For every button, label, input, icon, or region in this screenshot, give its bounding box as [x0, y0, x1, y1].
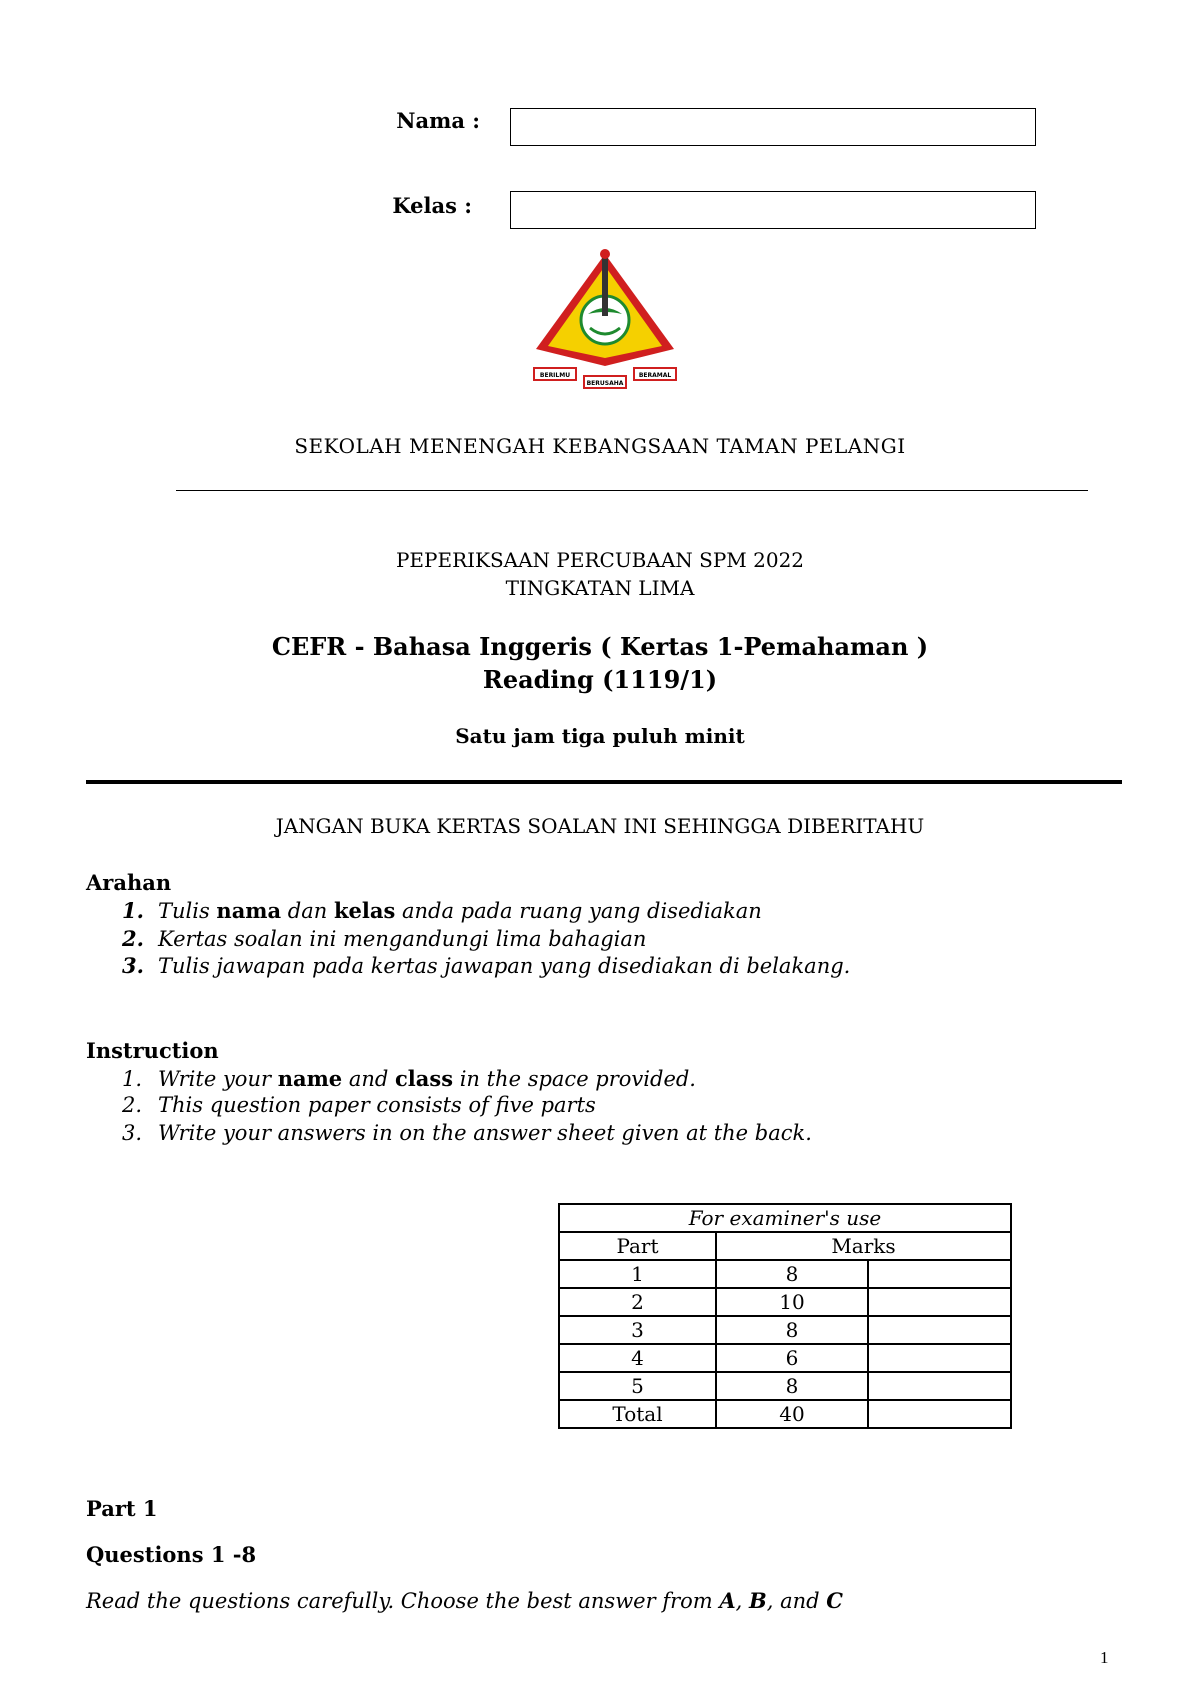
subject-title: CEFR - Bahasa Inggeris ( Kertas 1-Pemahaman ) [271, 632, 929, 661]
score-cell[interactable] [868, 1344, 1011, 1372]
paper-title: Reading (1119/1) [482, 665, 718, 694]
marks-cell: 10 [716, 1288, 868, 1316]
score-cell[interactable] [868, 1316, 1011, 1344]
name-field[interactable] [510, 108, 1036, 146]
exam-title: PEPERIKSAAN PERCUBAAN SPM 2022 [395, 548, 805, 572]
score-cell[interactable] [868, 1260, 1011, 1288]
svg-text:BERUSAHA: BERUSAHA [586, 380, 624, 387]
class-field[interactable] [510, 191, 1036, 229]
examiner-table [558, 1203, 1012, 1429]
table-row [559, 1288, 1011, 1316]
marks-cell: 6 [716, 1344, 868, 1372]
part-cell: 5 [559, 1372, 716, 1400]
instruction-item: 2. This question paper consists of five parts [122, 1093, 596, 1117]
duration: Satu jam tiga puluh minit [455, 724, 745, 748]
instruction-item: 1. Write your name and class in the space provided. [122, 1066, 696, 1091]
table-caption: For examiner's use [559, 1204, 1011, 1232]
table-row [559, 1316, 1011, 1344]
instruction-title: Instruction [86, 1038, 219, 1063]
svg-text:BERAMAL: BERAMAL [638, 372, 672, 379]
svg-text:BERILMU: BERILMU [539, 372, 571, 379]
marks-cell: 40 [716, 1400, 868, 1428]
part-cell: 4 [559, 1344, 716, 1372]
part1-title: Part 1 [86, 1496, 158, 1521]
class-label: Kelas : [392, 193, 472, 218]
score-cell[interactable] [868, 1288, 1011, 1316]
divider-thick [86, 780, 1122, 784]
header-part: Part [559, 1232, 716, 1260]
marks-cell: 8 [716, 1372, 868, 1400]
arahan-title: Arahan [86, 870, 172, 895]
divider-thin [176, 490, 1088, 491]
table-row [559, 1372, 1011, 1400]
table-row [559, 1344, 1011, 1372]
page-number: 1 [1100, 1648, 1109, 1667]
instruction-item: 3. Write your answers in on the answer sheet given at the back. [122, 1121, 812, 1145]
part-cell: 1 [559, 1260, 716, 1288]
warning: JANGAN BUKA KERTAS SOALAN INI SEHINGGA DIBERITAHU [275, 814, 925, 838]
arahan-item: 1. Tulis nama dan kelas anda pada ruang yang disediakan [122, 898, 762, 923]
exam-form: TINGKATAN LIMA [505, 576, 695, 600]
marks-cell: 8 [716, 1316, 868, 1344]
school-name: SEKOLAH MENENGAH KEBANGSAAN TAMAN PELANGI [294, 434, 906, 458]
score-cell[interactable] [868, 1400, 1011, 1428]
table-row [559, 1260, 1011, 1288]
score-cell[interactable] [868, 1372, 1011, 1400]
name-label: Nama : [396, 108, 480, 133]
part-cell: Total [559, 1400, 716, 1428]
school-logo [526, 244, 684, 394]
part1-instruction: Read the questions carefully. Choose the best answer from A, B, and C [86, 1588, 844, 1613]
part-cell: 2 [559, 1288, 716, 1316]
table-row [559, 1400, 1011, 1428]
part1-questions: Questions 1 -8 [86, 1542, 257, 1567]
arahan-item: 3. Tulis jawapan pada kertas jawapan yang disediakan di belakang. [122, 953, 851, 978]
marks-cell: 8 [716, 1260, 868, 1288]
arahan-item: 2. Kertas soalan ini mengandungi lima bahagian [122, 926, 647, 951]
header-marks: Marks [716, 1232, 1011, 1260]
part-cell: 3 [559, 1316, 716, 1344]
